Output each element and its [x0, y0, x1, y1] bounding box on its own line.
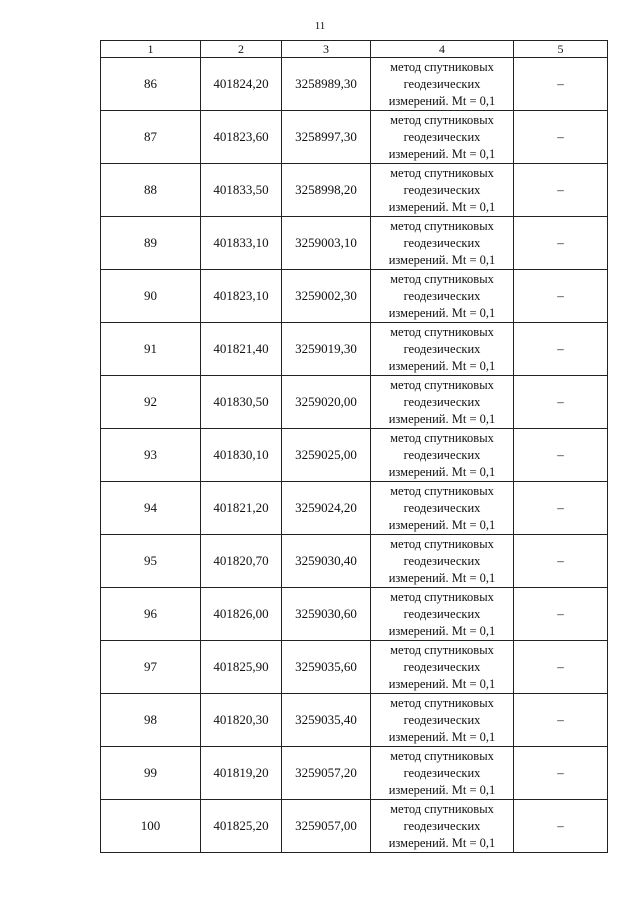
method-cell	[371, 376, 514, 429]
x-coordinate-cell: 401820,30	[201, 694, 282, 747]
note-cell: –	[514, 747, 608, 800]
x-coordinate-cell: 401824,20	[201, 58, 282, 111]
method-line: геодезических	[403, 553, 481, 568]
method-cell	[371, 323, 514, 376]
point-number-cell: 89	[101, 217, 201, 270]
note-cell: –	[514, 58, 608, 111]
method-line: измерений. Mt = 0,1	[388, 411, 496, 426]
method-cell	[371, 588, 514, 641]
method-cell	[371, 429, 514, 482]
x-coordinate-cell: 401830,10	[201, 429, 282, 482]
method-cell	[371, 747, 514, 800]
x-coordinate-cell: 401826,00	[201, 588, 282, 641]
method-line: геодезических	[403, 765, 481, 780]
method-cell	[371, 535, 514, 588]
method-line: метод спутниковых	[390, 165, 494, 180]
method-cell	[371, 800, 514, 853]
note-cell: –	[514, 111, 608, 164]
method-line: измерений. Mt = 0,1	[388, 305, 496, 320]
method-line: измерений. Mt = 0,1	[388, 623, 496, 638]
x-coordinate-cell: 401823,60	[201, 111, 282, 164]
note-cell: –	[514, 270, 608, 323]
method-line: геодезических	[403, 712, 481, 727]
point-number-cell: 86	[101, 58, 201, 111]
method-line: измерений. Mt = 0,1	[388, 676, 496, 691]
method-line: геодезических	[403, 394, 481, 409]
note-cell: –	[514, 217, 608, 270]
point-number-cell: 98	[101, 694, 201, 747]
table-row	[101, 58, 608, 111]
table-row	[101, 747, 608, 800]
method-line: геодезических	[403, 818, 481, 833]
table-row	[101, 111, 608, 164]
x-coordinate-cell: 401830,50	[201, 376, 282, 429]
point-number-cell: 92	[101, 376, 201, 429]
coordinates-table	[100, 40, 608, 853]
method-line: метод спутниковых	[390, 112, 494, 127]
method-line: измерений. Mt = 0,1	[388, 517, 496, 532]
column-header: 4	[371, 41, 514, 58]
note-cell: –	[514, 535, 608, 588]
method-line: измерений. Mt = 0,1	[388, 782, 496, 797]
table-row	[101, 376, 608, 429]
note-cell: –	[514, 164, 608, 217]
y-coordinate-cell: 3259024,20	[282, 482, 371, 535]
method-line: геодезических	[403, 341, 481, 356]
table-row	[101, 217, 608, 270]
x-coordinate-cell: 401833,50	[201, 164, 282, 217]
method-line: измерений. Mt = 0,1	[388, 199, 496, 214]
method-line: измерений. Mt = 0,1	[388, 570, 496, 585]
point-number-cell: 99	[101, 747, 201, 800]
method-cell	[371, 694, 514, 747]
x-coordinate-cell: 401821,20	[201, 482, 282, 535]
y-coordinate-cell: 3259002,30	[282, 270, 371, 323]
table-row	[101, 800, 608, 853]
y-coordinate-cell: 3259030,40	[282, 535, 371, 588]
method-cell	[371, 58, 514, 111]
table-row	[101, 323, 608, 376]
y-coordinate-cell: 3259025,00	[282, 429, 371, 482]
method-line: геодезических	[403, 129, 481, 144]
point-number-cell: 100	[101, 800, 201, 853]
point-number-cell: 94	[101, 482, 201, 535]
method-line: измерений. Mt = 0,1	[388, 464, 496, 479]
table-row	[101, 482, 608, 535]
y-coordinate-cell: 3259020,00	[282, 376, 371, 429]
table-row	[101, 694, 608, 747]
y-coordinate-cell: 3258997,30	[282, 111, 371, 164]
method-line: метод спутниковых	[390, 271, 494, 286]
page-number: 11	[314, 20, 326, 32]
note-cell: –	[514, 482, 608, 535]
column-header: 2	[201, 41, 282, 58]
table-row	[101, 164, 608, 217]
table-row	[101, 270, 608, 323]
method-line: метод спутниковых	[390, 536, 494, 551]
column-header: 5	[514, 41, 608, 58]
method-line: метод спутниковых	[390, 483, 494, 498]
method-line: метод спутниковых	[390, 589, 494, 604]
method-line: геодезических	[403, 447, 481, 462]
method-line: метод спутниковых	[390, 377, 494, 392]
method-line: геодезических	[403, 288, 481, 303]
method-line: геодезических	[403, 606, 481, 621]
y-coordinate-cell: 3259035,60	[282, 641, 371, 694]
y-coordinate-cell: 3259003,10	[282, 217, 371, 270]
y-coordinate-cell: 3259030,60	[282, 588, 371, 641]
x-coordinate-cell: 401821,40	[201, 323, 282, 376]
method-line: метод спутниковых	[390, 642, 494, 657]
method-line: метод спутниковых	[390, 430, 494, 445]
x-coordinate-cell: 401825,20	[201, 800, 282, 853]
method-cell	[371, 217, 514, 270]
method-line: метод спутниковых	[390, 748, 494, 763]
method-line: измерений. Mt = 0,1	[388, 835, 496, 850]
method-line: измерений. Mt = 0,1	[388, 252, 496, 267]
method-line: измерений. Mt = 0,1	[388, 93, 496, 108]
method-line: измерений. Mt = 0,1	[388, 146, 496, 161]
method-line: метод спутниковых	[390, 218, 494, 233]
x-coordinate-cell: 401823,10	[201, 270, 282, 323]
note-cell: –	[514, 429, 608, 482]
note-cell: –	[514, 588, 608, 641]
point-number-cell: 88	[101, 164, 201, 217]
x-coordinate-cell: 401819,20	[201, 747, 282, 800]
method-line: метод спутниковых	[390, 801, 494, 816]
x-coordinate-cell: 401833,10	[201, 217, 282, 270]
method-line: измерений. Mt = 0,1	[388, 729, 496, 744]
method-line: геодезических	[403, 182, 481, 197]
column-header: 1	[101, 41, 201, 58]
point-number-cell: 95	[101, 535, 201, 588]
note-cell: –	[514, 641, 608, 694]
y-coordinate-cell: 3258989,30	[282, 58, 371, 111]
method-line: метод спутниковых	[390, 695, 494, 710]
method-cell	[371, 641, 514, 694]
method-line: геодезических	[403, 500, 481, 515]
method-cell	[371, 164, 514, 217]
table-header-row	[101, 41, 608, 58]
note-cell: –	[514, 376, 608, 429]
point-number-cell: 97	[101, 641, 201, 694]
point-number-cell: 90	[101, 270, 201, 323]
point-number-cell: 91	[101, 323, 201, 376]
method-line: геодезических	[403, 235, 481, 250]
x-coordinate-cell: 401825,90	[201, 641, 282, 694]
y-coordinate-cell: 3259035,40	[282, 694, 371, 747]
y-coordinate-cell: 3259057,00	[282, 800, 371, 853]
method-line: метод спутниковых	[390, 324, 494, 339]
method-cell	[371, 111, 514, 164]
y-coordinate-cell: 3259019,30	[282, 323, 371, 376]
method-cell	[371, 482, 514, 535]
table-row	[101, 641, 608, 694]
x-coordinate-cell: 401820,70	[201, 535, 282, 588]
point-number-cell: 96	[101, 588, 201, 641]
method-line: геодезических	[403, 76, 481, 91]
point-number-cell: 87	[101, 111, 201, 164]
method-line: метод спутниковых	[390, 59, 494, 74]
note-cell: –	[514, 694, 608, 747]
table-row	[101, 429, 608, 482]
method-cell	[371, 270, 514, 323]
method-line: геодезических	[403, 659, 481, 674]
point-number-cell: 93	[101, 429, 201, 482]
table-row	[101, 588, 608, 641]
table-row	[101, 535, 608, 588]
note-cell: –	[514, 323, 608, 376]
column-header: 3	[282, 41, 371, 58]
y-coordinate-cell: 3259057,20	[282, 747, 371, 800]
note-cell: –	[514, 800, 608, 853]
method-line: измерений. Mt = 0,1	[388, 358, 496, 373]
y-coordinate-cell: 3258998,20	[282, 164, 371, 217]
